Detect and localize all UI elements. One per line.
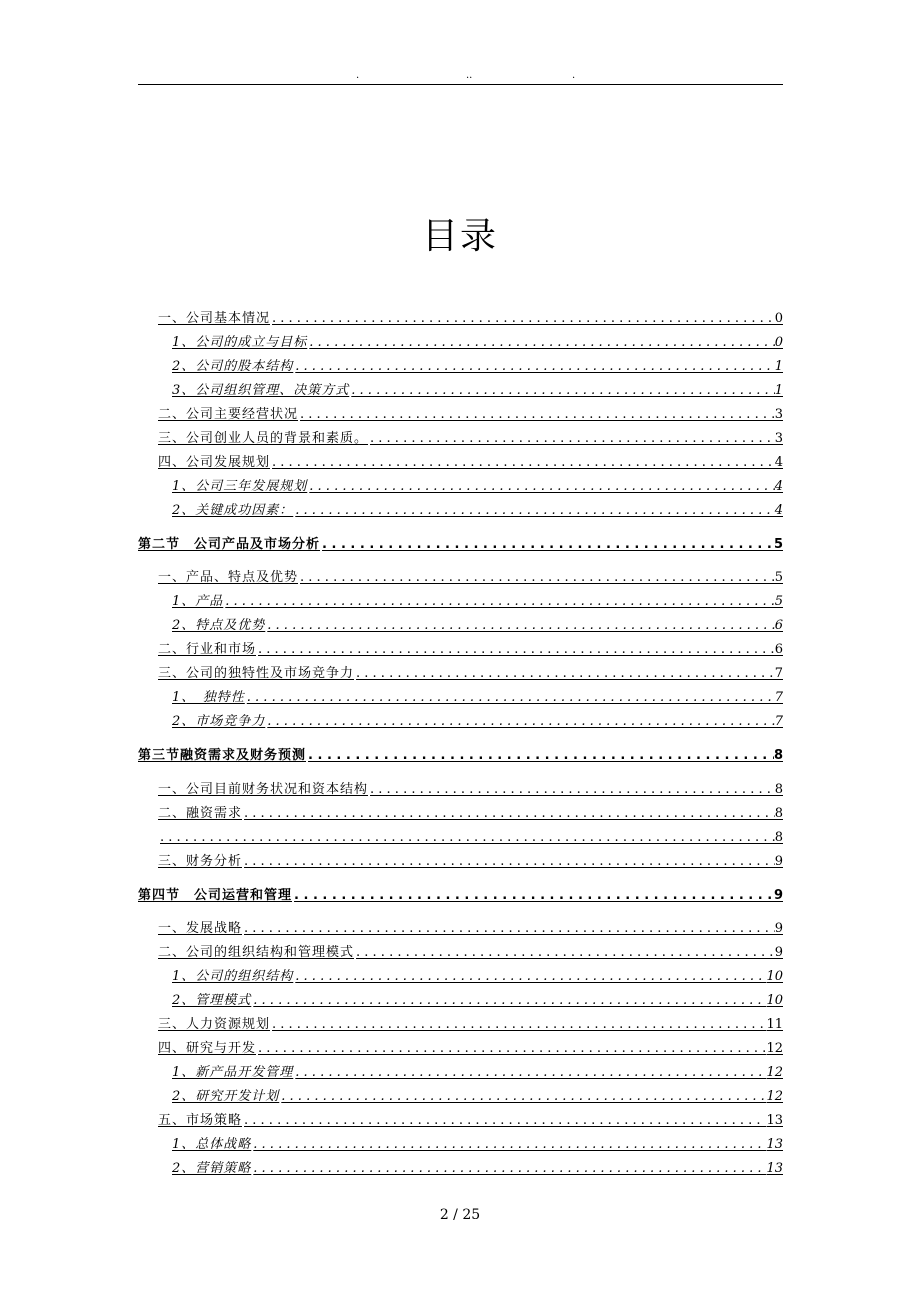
toc-entry-title: 2、研究开发计划 bbox=[172, 1089, 280, 1104]
toc-section-entry[interactable] bbox=[138, 744, 783, 764]
toc-entry-title: 三、财务分析 bbox=[158, 854, 243, 869]
toc-dot-leader bbox=[223, 594, 774, 610]
toc-entry[interactable] bbox=[172, 1157, 783, 1177]
page-number: 2 / 25 bbox=[439, 1207, 481, 1223]
toc-entry-page: 6 bbox=[774, 618, 783, 633]
toc-entry-title: 第四节 公司运营和管理 bbox=[138, 888, 293, 903]
toc-entry[interactable] bbox=[158, 427, 783, 447]
toc-entry-page: 4 bbox=[774, 479, 783, 494]
toc-dot-leader bbox=[251, 1137, 766, 1153]
toc-entry[interactable] bbox=[158, 1013, 783, 1033]
toc-entry-title: 2、特点及优势 bbox=[172, 618, 266, 633]
toc-entry-title: 一、发展战略 bbox=[158, 921, 243, 936]
toc-entry-page: 6 bbox=[774, 642, 783, 657]
toc-entry-page: 9 bbox=[774, 854, 783, 869]
toc-entry-title: 二、融资需求 bbox=[158, 806, 243, 821]
toc-entry[interactable] bbox=[172, 1061, 783, 1081]
toc-entry-title: 2、关键成功因素： bbox=[172, 503, 294, 518]
toc-entry[interactable] bbox=[172, 710, 783, 730]
toc-entry[interactable] bbox=[172, 355, 783, 375]
toc-entry-title: 第三节融资需求及财务预测 bbox=[138, 748, 307, 763]
toc-dot-leader bbox=[368, 782, 775, 798]
toc-entry-page: 8 bbox=[774, 806, 783, 821]
toc-dot-leader bbox=[320, 537, 774, 553]
toc-dot-leader bbox=[298, 407, 775, 423]
toc-entry-page: 8 bbox=[774, 830, 783, 845]
toc-entry-page: 4 bbox=[774, 503, 783, 518]
toc-section-entry[interactable] bbox=[138, 533, 783, 553]
toc-dot-leader bbox=[251, 993, 766, 1009]
toc-entry-title: 五、市场策略 bbox=[158, 1113, 243, 1128]
toc-entry-title: 1、产品 bbox=[172, 594, 224, 609]
toc-entry[interactable] bbox=[158, 778, 783, 798]
toc-entry-title: 1、公司的组织结构 bbox=[172, 969, 294, 984]
toc-entry-title: 一、公司基本情况 bbox=[158, 311, 271, 326]
toc-entry-title: 三、公司的独特性及市场竞争力 bbox=[158, 666, 355, 681]
toc-entry[interactable] bbox=[172, 1085, 783, 1105]
toc-entry-page: 8 bbox=[773, 748, 783, 763]
toc-entry-page: 5 bbox=[774, 570, 783, 585]
toc-entry-page: 7 bbox=[774, 690, 783, 705]
toc-entry-page: 13 bbox=[766, 1113, 783, 1128]
toc-entry-page: 7 bbox=[774, 714, 783, 729]
toc-entry[interactable] bbox=[172, 331, 783, 351]
toc-entry[interactable] bbox=[158, 826, 783, 846]
toc-entry-title: 1、公司的成立与目标 bbox=[172, 335, 308, 350]
header-mark: . bbox=[572, 70, 576, 81]
toc-entry[interactable] bbox=[158, 802, 783, 822]
toc-dot-leader bbox=[349, 383, 774, 399]
toc-entry-page: 12 bbox=[766, 1065, 783, 1080]
toc-dot-leader bbox=[293, 1065, 766, 1081]
header-mark: . bbox=[356, 70, 360, 81]
toc-dot-leader bbox=[298, 570, 775, 586]
toc-dot-leader bbox=[158, 830, 775, 846]
toc-entry[interactable] bbox=[172, 379, 783, 399]
toc-entry[interactable] bbox=[158, 917, 783, 937]
toc-dot-leader bbox=[265, 618, 774, 634]
toc-dot-leader bbox=[242, 921, 775, 937]
toc-entry-title: 1、总体战略 bbox=[172, 1137, 252, 1152]
toc-entry[interactable] bbox=[172, 989, 783, 1009]
toc-dot-leader bbox=[293, 503, 774, 519]
toc-entry-page: 9 bbox=[773, 888, 783, 903]
toc-entry-page: 1 bbox=[774, 383, 783, 398]
page-header bbox=[138, 66, 783, 85]
toc-dot-leader bbox=[354, 666, 775, 682]
toc-entry-title: 三、公司创业人员的背景和素质。 bbox=[158, 431, 369, 446]
toc-dot-leader bbox=[293, 969, 766, 985]
toc-dot-leader bbox=[251, 1161, 766, 1177]
toc-entry-page: 10 bbox=[766, 969, 783, 984]
toc-dot-leader bbox=[242, 1113, 766, 1129]
toc-dot-leader bbox=[245, 690, 775, 706]
toc-dot-leader bbox=[293, 359, 774, 375]
toc-entry-title: 2、公司的股本结构 bbox=[172, 359, 294, 374]
toc-entry[interactable] bbox=[158, 941, 783, 961]
toc-entry-title: 2、营销策略 bbox=[172, 1161, 252, 1176]
toc-dot-leader bbox=[279, 1089, 766, 1105]
toc-entry-title: 1、新产品开发管理 bbox=[172, 1065, 294, 1080]
toc-dot-leader bbox=[354, 945, 775, 961]
toc-entry-title: 1、公司三年发展规划 bbox=[172, 479, 308, 494]
header-mark: .. bbox=[466, 70, 473, 81]
toc-entry-page: 11 bbox=[766, 1017, 783, 1032]
toc-entry[interactable] bbox=[158, 662, 783, 682]
toc-entry[interactable] bbox=[172, 614, 783, 634]
toc-entry-title: 一、公司目前财务状况和资本结构 bbox=[158, 782, 369, 797]
toc-entry-page: 0 bbox=[774, 335, 783, 350]
toc-title: 目录 bbox=[421, 216, 498, 257]
toc-entry[interactable] bbox=[172, 590, 783, 610]
toc-dot-leader bbox=[256, 1041, 766, 1057]
toc-entry-page: 4 bbox=[774, 455, 783, 470]
toc-entry[interactable] bbox=[172, 965, 783, 985]
toc-dot-leader bbox=[270, 311, 775, 327]
toc-dot-leader bbox=[306, 748, 774, 764]
toc-entry-page: 13 bbox=[766, 1137, 783, 1152]
toc-entry-page: 12 bbox=[766, 1041, 783, 1056]
toc-entry[interactable] bbox=[158, 451, 783, 471]
toc-entry-page: 8 bbox=[774, 782, 783, 797]
toc-entry-page: 5 bbox=[773, 537, 783, 552]
toc-dot-leader bbox=[256, 642, 775, 658]
toc-dot-leader bbox=[307, 479, 774, 495]
toc-entry[interactable] bbox=[172, 499, 783, 519]
toc-entry-page: 10 bbox=[766, 993, 783, 1008]
toc-entry-title: 2、市场竞争力 bbox=[172, 714, 266, 729]
toc-entry-page: 7 bbox=[774, 666, 783, 681]
toc-dot-leader bbox=[270, 455, 775, 471]
toc-entry-title: 二、公司的组织结构和管理模式 bbox=[158, 945, 355, 960]
toc-entry-title: 四、研究与开发 bbox=[158, 1041, 257, 1056]
toc-entry-title: 第二节 公司产品及市场分析 bbox=[138, 537, 321, 552]
toc-dot-leader bbox=[242, 806, 775, 822]
toc-entry[interactable] bbox=[158, 850, 783, 870]
toc-entry-title: 一、产品、特点及优势 bbox=[158, 570, 299, 585]
toc-entry-title: 四、公司发展规划 bbox=[158, 455, 271, 470]
toc-entry-title: 1、 独特性 bbox=[172, 690, 245, 705]
toc-entry-page: 0 bbox=[774, 311, 783, 326]
toc-entry-page: 3 bbox=[774, 431, 783, 446]
toc-entry[interactable] bbox=[158, 1037, 783, 1057]
toc-entry-title: 3、公司组织管理、决策方式 bbox=[172, 383, 350, 398]
toc-entry[interactable] bbox=[158, 638, 783, 658]
toc-entry-title: 三、人力资源规划 bbox=[158, 1017, 271, 1032]
toc-entry-page: 5 bbox=[774, 594, 783, 609]
toc-entry-title: 二、公司主要经营状况 bbox=[158, 407, 299, 422]
toc-dot-leader bbox=[292, 888, 774, 904]
toc-entry-title: 2、管理模式 bbox=[172, 993, 252, 1008]
toc-dot-leader bbox=[265, 714, 774, 730]
toc-entry[interactable] bbox=[158, 1109, 783, 1129]
toc-dot-leader bbox=[270, 1017, 766, 1033]
toc-entry-title: 二、行业和市场 bbox=[158, 642, 257, 657]
toc-dot-leader bbox=[368, 431, 775, 447]
toc-entry[interactable] bbox=[158, 566, 783, 586]
toc-entry[interactable] bbox=[172, 686, 783, 706]
toc-entry-page: 3 bbox=[774, 407, 783, 422]
toc-entry-page: 1 bbox=[774, 359, 783, 374]
toc-entry-page: 9 bbox=[774, 945, 783, 960]
toc-dot-leader bbox=[242, 854, 775, 870]
toc-section-entry[interactable] bbox=[138, 884, 783, 904]
toc-entry[interactable] bbox=[158, 403, 783, 423]
toc-entry[interactable] bbox=[172, 1133, 783, 1153]
toc-dot-leader bbox=[307, 335, 774, 351]
toc-entry[interactable] bbox=[158, 307, 783, 327]
toc-entry[interactable] bbox=[172, 475, 783, 495]
toc-entry-page: 9 bbox=[774, 921, 783, 936]
toc-entry-page: 13 bbox=[766, 1161, 783, 1176]
toc-entry-page: 12 bbox=[766, 1089, 783, 1104]
